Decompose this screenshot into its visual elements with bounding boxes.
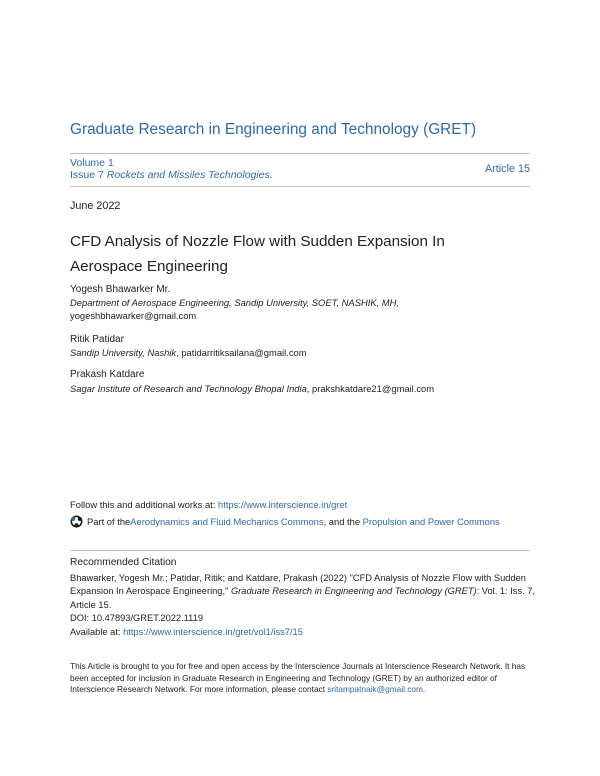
- citation-journal: Graduate Research in Engineering and Technology (GRET): [230, 586, 477, 597]
- article-title: CFD Analysis of Nozzle Flow with Sudden Expansion In Aerospace Engineering: [70, 233, 445, 275]
- issue-number: Issue 7: [70, 169, 104, 181]
- author-email-2: , patidarritiksailana@gmail.com: [176, 347, 307, 358]
- header-divider-lower: [70, 186, 530, 187]
- author-name-3: Prakash Katdare: [70, 369, 145, 380]
- notice-text: This Article is brought to you for free and open access by the Interscience Journals at Interscience Research Network. It has been accepted for inclusion in Graduate Research in Engineering and Technology (GRET) by an authorized editor of Interscience Research Network. For more information, please contact: [70, 661, 526, 695]
- author-email-3: , prakshkatdare21@gmail.com: [306, 383, 435, 394]
- follow-text: Follow this and additional works at:: [70, 499, 218, 510]
- citation-volume: : Vol. 1: Iss. 7, Article 15.: [70, 586, 536, 610]
- contact-email-link[interactable]: sritampatnaik@gmail.com: [327, 684, 423, 695]
- author-email-1: yogeshbhawarker@gmail.com: [70, 310, 197, 321]
- follow-line: [70, 499, 347, 510]
- repository-link[interactable]: https://www.interscience.in/gret: [218, 499, 348, 510]
- notice-end: .: [422, 684, 426, 695]
- aerodynamics-commons-link[interactable]: Aerodynamics and Fluid Mechanics Commons: [130, 516, 324, 527]
- journal-title[interactable]: Graduate Research in Engineering and Technology (GRET): [70, 121, 477, 138]
- commons-middle: , and the: [323, 516, 363, 527]
- author-name-1: Yogesh Bhawarker Mr.: [70, 284, 171, 295]
- affiliation-text: Sandip University, Nashik: [70, 347, 177, 358]
- propulsion-commons-link[interactable]: Propulsion and Power Commons: [362, 516, 500, 527]
- citation-divider: [70, 550, 530, 551]
- article-url-link[interactable]: https://www.interscience.in/gret/vol1/iss7/15: [123, 626, 303, 637]
- commons-line: [70, 515, 500, 528]
- author-name-2: Ritik Patidar: [70, 334, 124, 345]
- article-number[interactable]: Article 15: [484, 163, 530, 175]
- commons-network-icon: [70, 515, 83, 528]
- volume-link[interactable]: Volume 1: [70, 157, 114, 169]
- author-affiliation-3: [70, 383, 434, 394]
- affiliation-text: Department of Aerospace Engineering, Sandip University, SOET, NASHIK, MH,: [70, 297, 399, 308]
- affiliation-text: Sagar Institute of Research and Technology Bhopal India: [70, 383, 307, 394]
- commons-prefix: Part of the: [87, 516, 131, 527]
- citation-doi: DOI: 10.47893/GRET.2022.1119: [70, 613, 203, 624]
- publication-date: June 2022: [70, 200, 121, 212]
- header-divider: [70, 153, 530, 154]
- author-affiliation-1: [70, 297, 399, 308]
- citation-text: Bhawarker, Yogesh Mr.; Patidar, Ritik; and Katdare, Prakash (2022) "CFD Analysis of Nozzle Flow with Sudden Expansion In Aerospace Engineering,": [70, 573, 526, 597]
- access-notice: [70, 661, 530, 696]
- issue-topic: Rockets and Missiles Technologies.: [106, 169, 273, 181]
- available-label: Available at:: [70, 626, 124, 637]
- citation-block: [70, 572, 540, 639]
- recommended-citation-heading: Recommended Citation: [70, 557, 177, 568]
- issue-link[interactable]: [70, 169, 273, 181]
- author-affiliation-2: [70, 347, 307, 358]
